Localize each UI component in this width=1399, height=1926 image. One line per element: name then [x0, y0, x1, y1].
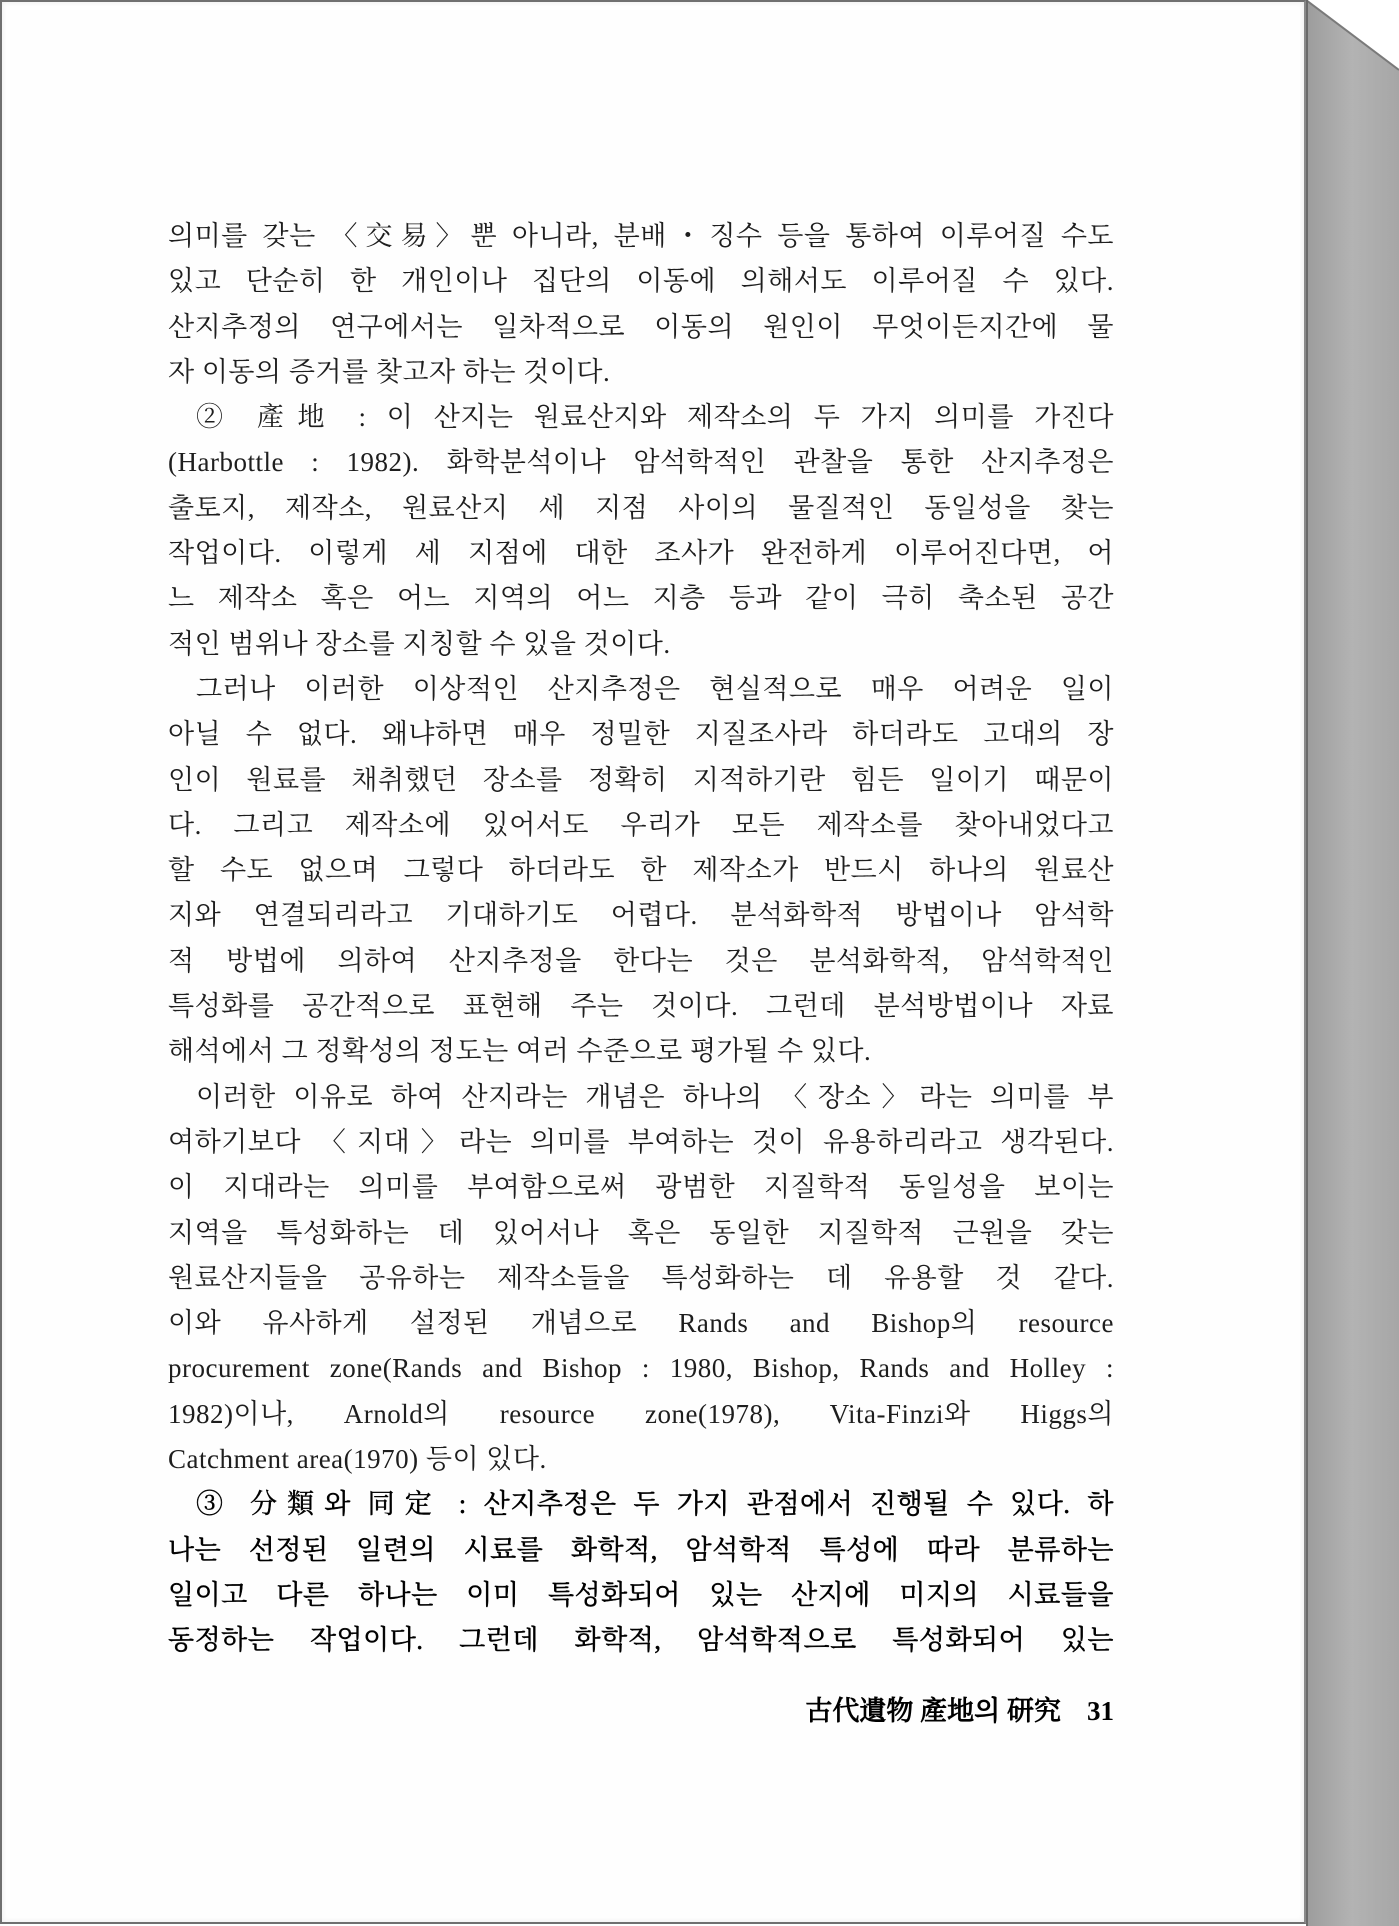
text-line: ② 產地 : 이 산지는 원료산지와 제작소의 두 가지 의미를 가진다	[196, 402, 1114, 433]
text-line: ③ 分類와 同定 : 산지추정은 두 가지 관점에서 진행될 수 있다. 하	[196, 1489, 1114, 1520]
text-line: 이 지대라는 의미를 부여함으로써 광범한 지질학적 동일성을 보이는	[168, 1172, 1114, 1203]
text-line: Catchment area(1970) 등이 있다.	[168, 1444, 547, 1475]
text-line: 원료산지들을 공유하는 제작소들을 특성화하는 데 유용할 것 같다.	[168, 1262, 1114, 1293]
text-line: 여하기보다 〈지대〉라는 의미를 부여하는 것이 유용하리라고 생각된다.	[168, 1126, 1114, 1157]
paragraph	[168, 395, 1114, 667]
text-line: 지역을 특성화하는 데 있어서나 혹은 동일한 지질학적 근원을 갖는	[168, 1217, 1114, 1248]
text-line: 이와 유사하게 설정된 개념으로 Rands and Bishop의 resource	[168, 1308, 1114, 1339]
text-line: 할 수도 없으며 그렇다 하더라도 한 제작소가 반드시 하나의 원료산	[168, 855, 1114, 886]
text-line: 산지추정의 연구에서는 일차적으로 이동의 원인이 무엇이든지간에 물	[168, 311, 1114, 342]
text-line: 이러한 이유로 하여 산지라는 개념은 하나의 〈장소〉라는 의미를 부	[196, 1081, 1114, 1112]
paragraph	[168, 1482, 1114, 1663]
text-line: 1982)이나, Arnold의 resource zone(1978), Vita-Finzi와 Higgs의	[168, 1398, 1114, 1429]
text-line: procurement zone(Rands and Bishop : 1980, Bishop, Rands and Holley :	[168, 1353, 1114, 1384]
text-line: 특성화를 공간적으로 표현해 주는 것이다. 그런데 분석방법이나 자료	[168, 991, 1114, 1022]
page-number: 31	[1087, 1696, 1114, 1726]
text-line: 일이고 다른 하나는 이미 특성화되어 있는 산지에 미지의 시료들을	[168, 1579, 1114, 1610]
text-line: 인이 원료를 채취했던 장소를 정확히 지적하기란 힘든 일이기 때문이	[168, 764, 1114, 795]
text-line: 그러나 이러한 이상적인 산지추정은 현실적으로 매우 어려운 일이	[196, 673, 1114, 704]
text-line: 지와 연결되리라고 기대하기도 어렵다. 분석화학적 방법이나 암석학	[168, 900, 1114, 931]
running-title: 古代遺物 產地의 研究	[805, 1696, 1061, 1726]
text-line: 작업이다. 이렇게 세 지점에 대한 조사가 완전하게 이루어진다면, 어	[168, 538, 1114, 569]
text-line: 다. 그리고 제작소에 있어서도 우리가 모든 제작소를 찾아내었다고	[168, 809, 1114, 840]
text-line: (Harbottle : 1982). 화학분석이나 암석학적인 관찰을 통한 산지추정은	[168, 447, 1114, 478]
text-line: 적인 범위나 장소를 지칭할 수 있을 것이다.	[168, 628, 671, 659]
text-line: 적 방법에 의하여 산지추정을 한다는 것은 분석화학적, 암석학적인	[168, 945, 1114, 976]
paragraph	[168, 1075, 1114, 1483]
text-line: 해석에서 그 정확성의 정도는 여러 수준으로 평가될 수 있다.	[168, 1036, 872, 1067]
text-line: 있고 단순히 한 개인이나 집단의 이동에 의해서도 이루어질 수 있다.	[168, 266, 1114, 297]
text-line: 나는 선정된 일련의 시료를 화학적, 암석학적 특성에 따라 분류하는	[168, 1534, 1114, 1565]
text-line: 동정하는 작업이다. 그런데 화학적, 암석학적으로 특성화되어 있는	[168, 1625, 1114, 1656]
text-line: 자 이동의 증거를 찾고자 하는 것이다.	[168, 356, 611, 387]
text-line: 아닐 수 없다. 왜냐하면 매우 정밀한 지질조사라 하더라도 고대의 장	[168, 719, 1114, 750]
paragraph	[168, 214, 1114, 395]
text-line: 출토지, 제작소, 원료산지 세 지점 사이의 물질적인 동일성을 찾는	[168, 492, 1114, 523]
body-text	[168, 214, 1114, 1664]
page-footer	[168, 1690, 1114, 1732]
paragraph	[168, 667, 1114, 1075]
text-line: 느 제작소 혹은 어느 지역의 어느 지층 등과 같이 극히 축소된 공간	[168, 583, 1114, 614]
book-edge-shading	[1306, 0, 1399, 1926]
text-line: 의미를 갖는 〈交易〉뿐 아니라, 분배・징수 등을 통하여 이루어질 수도	[168, 221, 1114, 251]
